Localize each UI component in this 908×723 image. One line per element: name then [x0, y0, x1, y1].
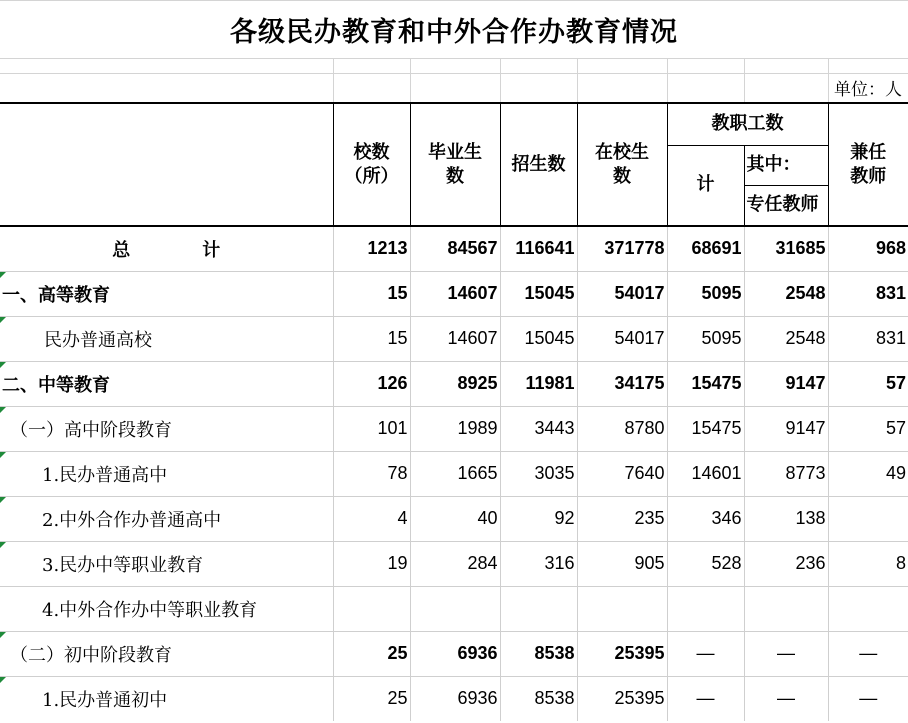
table-row — [0, 541, 908, 586]
cell: 831 — [828, 316, 908, 361]
cell: 284 — [410, 541, 500, 586]
cell: — — [828, 631, 908, 676]
cell: 8538 — [500, 631, 577, 676]
page-title: 各级民办教育和中外合作办教育情况 — [230, 16, 678, 48]
cell: — — [667, 631, 744, 676]
cell: 138 — [744, 496, 828, 541]
cell: 68691 — [667, 226, 744, 271]
row-label: 1.民办普通高中 — [0, 451, 333, 496]
cell: 528 — [667, 541, 744, 586]
table-row — [0, 361, 908, 406]
cell: — — [667, 676, 744, 721]
table-row — [0, 316, 908, 361]
table-row — [0, 631, 908, 676]
cell: 6936 — [410, 631, 500, 676]
header-students: 在校生数 — [577, 103, 667, 226]
cell: 905 — [577, 541, 667, 586]
grid-line — [0, 73, 908, 74]
cell: 9147 — [744, 361, 828, 406]
row-label: 2.中外合作办普通高中 — [0, 496, 333, 541]
cell: 116641 — [500, 226, 577, 271]
cell: 371778 — [577, 226, 667, 271]
header-schools: 校数（所） — [333, 103, 410, 226]
table-row — [0, 226, 908, 271]
cell: 25 — [333, 676, 410, 721]
cell: 8925 — [410, 361, 500, 406]
cell: 15 — [333, 271, 410, 316]
row-label: 二、中等教育 — [0, 361, 333, 406]
unit-label: 单位：人 — [834, 80, 902, 100]
cell: 9147 — [744, 406, 828, 451]
header-staff: 教职工数 — [667, 103, 828, 145]
cell: 34175 — [577, 361, 667, 406]
cell — [577, 586, 667, 631]
cell: 31685 — [744, 226, 828, 271]
row-label: （一）高中阶段教育 — [0, 406, 333, 451]
cell: 4 — [333, 496, 410, 541]
row-label: 一、高等教育 — [0, 271, 333, 316]
cell: 3443 — [500, 406, 577, 451]
cell: 1213 — [333, 226, 410, 271]
cell: 57 — [828, 361, 908, 406]
cell: 19 — [333, 541, 410, 586]
grid-line — [828, 58, 829, 102]
cell — [333, 586, 410, 631]
header-of-which: 其中： — [744, 145, 828, 185]
cell: 92 — [500, 496, 577, 541]
cell: — — [744, 676, 828, 721]
cell: 49 — [828, 451, 908, 496]
cell: 101 — [333, 406, 410, 451]
table-row — [0, 271, 908, 316]
cell: 14607 — [410, 316, 500, 361]
cell: 7640 — [577, 451, 667, 496]
cell: 15475 — [667, 361, 744, 406]
cell: 11981 — [500, 361, 577, 406]
header-staff-total: 计 — [667, 145, 744, 226]
cell: 8538 — [500, 676, 577, 721]
cell: 346 — [667, 496, 744, 541]
cell: 15045 — [500, 316, 577, 361]
cell: 8773 — [744, 451, 828, 496]
cell: 8780 — [577, 406, 667, 451]
cell: 1665 — [410, 451, 500, 496]
header-blank — [0, 103, 333, 226]
header-part-time: 兼任教师 — [828, 103, 908, 226]
row-label: 1.民办普通初中 — [0, 676, 333, 721]
cell: 6936 — [410, 676, 500, 721]
cell: 57 — [828, 406, 908, 451]
cell: 968 — [828, 226, 908, 271]
header-enrollment: 招生数 — [500, 103, 577, 226]
cell — [828, 496, 908, 541]
table-row — [0, 496, 908, 541]
row-label: 3.民办中等职业教育 — [0, 541, 333, 586]
cell: 78 — [333, 451, 410, 496]
header-graduates: 毕业生数 — [410, 103, 500, 226]
cell: 15 — [333, 316, 410, 361]
cell: 40 — [410, 496, 500, 541]
grid-line — [410, 58, 411, 102]
cell: 54017 — [577, 316, 667, 361]
cell: 3035 — [500, 451, 577, 496]
cell: 831 — [828, 271, 908, 316]
grid-line — [0, 58, 908, 59]
cell: — — [744, 631, 828, 676]
cell — [410, 586, 500, 631]
cell — [744, 586, 828, 631]
cell: 15475 — [667, 406, 744, 451]
cell: 14601 — [667, 451, 744, 496]
cell: 14607 — [410, 271, 500, 316]
table-row — [0, 676, 908, 721]
cell: 235 — [577, 496, 667, 541]
header-full-time: 专任教师 — [744, 185, 828, 226]
cell — [500, 586, 577, 631]
cell: 236 — [744, 541, 828, 586]
cell: 25395 — [577, 676, 667, 721]
row-label: 4.中外合作办中等职业教育 — [0, 586, 333, 631]
cell: 84567 — [410, 226, 500, 271]
cell: — — [828, 676, 908, 721]
cell: 8 — [828, 541, 908, 586]
cell: 316 — [500, 541, 577, 586]
cell — [667, 586, 744, 631]
grid-line — [744, 58, 745, 102]
cell: 5095 — [667, 316, 744, 361]
grid-line — [667, 58, 668, 102]
data-table — [0, 102, 908, 721]
row-label: 总 计 — [0, 226, 333, 271]
cell: 54017 — [577, 271, 667, 316]
cell: 2548 — [744, 316, 828, 361]
cell: 25395 — [577, 631, 667, 676]
grid-line — [500, 58, 501, 102]
table-row — [0, 586, 908, 631]
cell: 1989 — [410, 406, 500, 451]
cell: 25 — [333, 631, 410, 676]
cell: 5095 — [667, 271, 744, 316]
cell: 2548 — [744, 271, 828, 316]
row-label: （二）初中阶段教育 — [0, 631, 333, 676]
grid-line — [333, 58, 334, 102]
cell — [828, 586, 908, 631]
cell: 126 — [333, 361, 410, 406]
cell: 15045 — [500, 271, 577, 316]
table-row — [0, 406, 908, 451]
table-row — [0, 451, 908, 496]
row-label: 民办普通高校 — [0, 316, 333, 361]
grid-line — [577, 58, 578, 102]
